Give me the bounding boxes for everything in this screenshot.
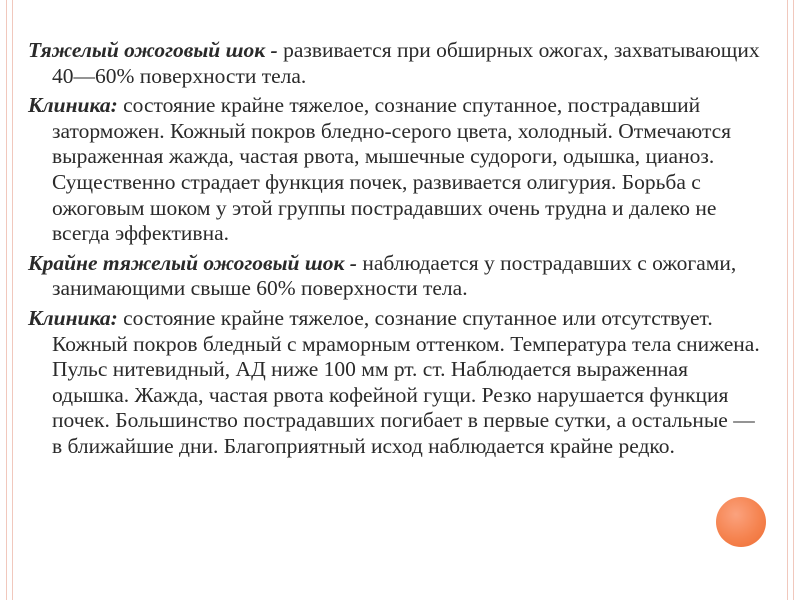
term-severe-shock: Тяжелый ожоговый шок - — [28, 38, 284, 62]
decorative-orange-circle — [716, 497, 766, 547]
term-clinic-1: Клиника: — [28, 93, 124, 118]
frame-line-left-inner — [12, 0, 13, 600]
paragraph-clinic-2 — [28, 306, 770, 460]
term-extreme-shock: Крайне тяжелый ожоговый шок - — [28, 250, 363, 275]
text-clinic-1: состояние крайне тяжелое, сознание спутанное, пострадавший заторможен. Кожный покров бледно-серого цвета, холодный. Отмечаются выраженная жажда, частая рвота, мышечные судороги, одышка, цианоз. Существенно страдает функция почек, развивается олигурия. Борьба с ожоговым шоком у этой группы пострадавших очень трудна и далеко не всегда эффективна. — [52, 93, 732, 246]
paragraph-extreme-shock — [28, 251, 770, 302]
frame-line-right-outer — [793, 0, 794, 600]
text-extreme-shock: наблюдается у пострадавших с ожогами, занимающими свыше 60% поверхности тела. — [52, 250, 737, 301]
text-severe-shock: развивается при обширных ожогах, захватывающих 40—60% поверхности тела. — [52, 38, 760, 88]
paragraph-severe-shock — [28, 38, 770, 89]
frame-line-left-outer — [6, 0, 7, 600]
term-clinic-2: Клиника: — [28, 305, 124, 330]
text-clinic-2: состояние крайне тяжелое, сознание спутанное или отсутствует. Кожный покров бледный с мраморным оттенком. Температура тела снижена. Пульс нитевидный, АД ниже 100 мм рт. ст. Наблюдается выраженная одышка. Жажда, частая рвота кофейной гущи. Резко нарушается функция почек. Большинство пострадавших погибает в первые сутки, а остальные — в ближайшие дни. Благоприятный исход наблюдается крайне редко. — [52, 305, 760, 458]
slide-content — [28, 38, 770, 464]
frame-line-right-inner — [787, 0, 788, 600]
paragraph-clinic-1 — [28, 93, 770, 247]
